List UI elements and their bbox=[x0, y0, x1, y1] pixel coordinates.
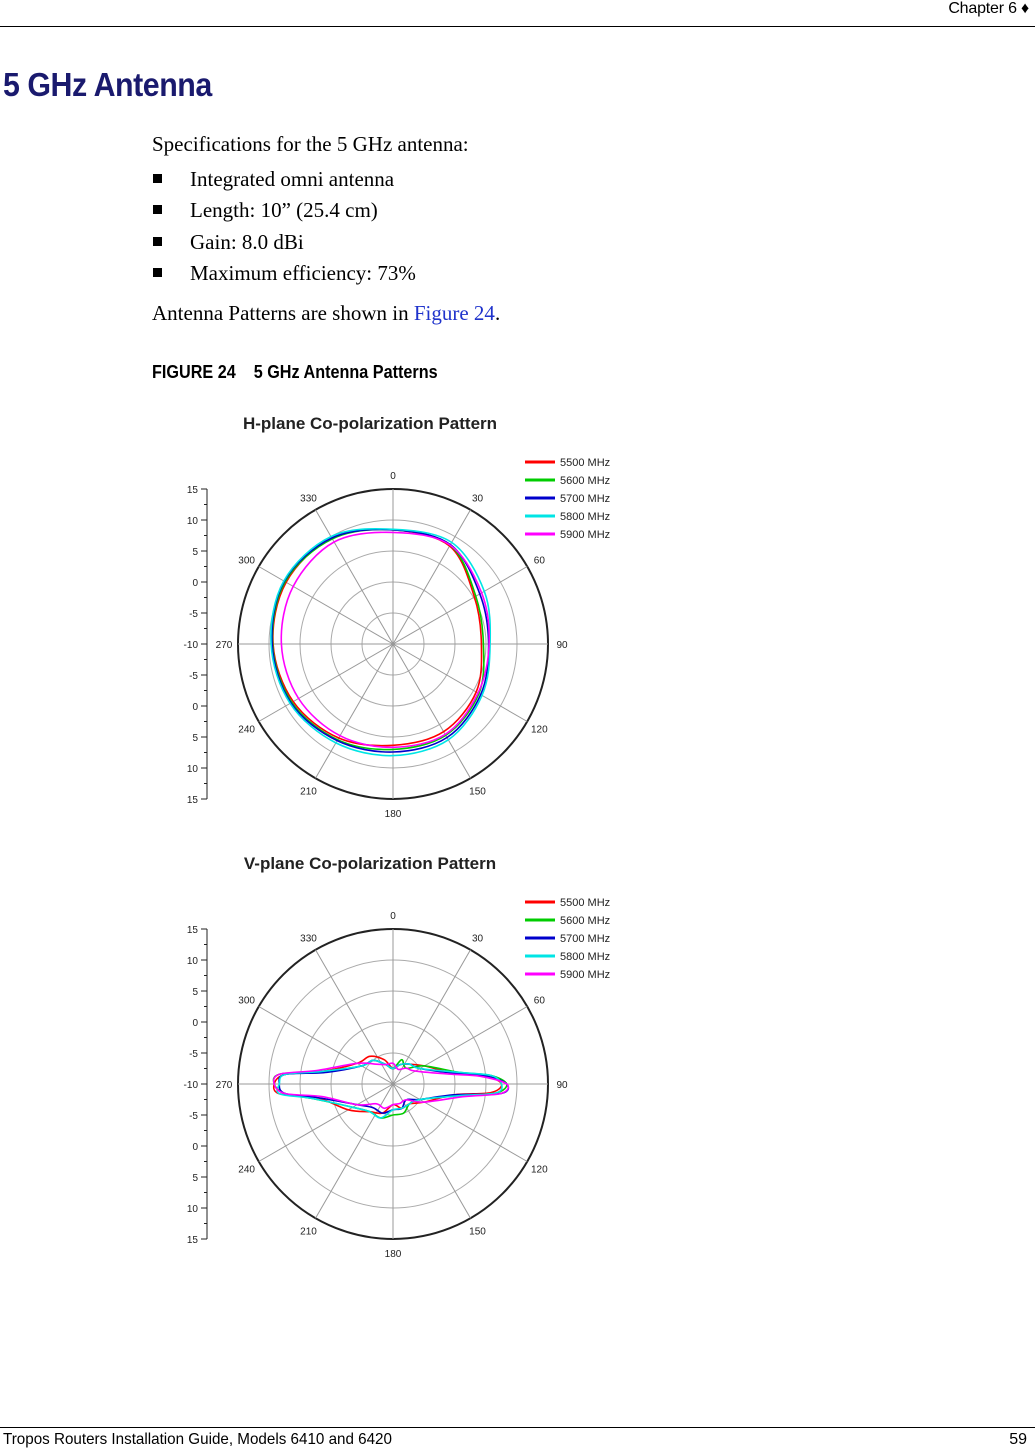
list-item bbox=[152, 166, 416, 197]
legend-label: 5600 MHz bbox=[560, 475, 611, 487]
grid-spoke bbox=[259, 567, 393, 645]
grid-spoke bbox=[393, 567, 527, 645]
figure-reference-paragraph bbox=[152, 301, 500, 326]
bullet-square-icon bbox=[153, 237, 162, 246]
angle-tick-label: 240 bbox=[238, 1164, 255, 1176]
section-title: 5 GHz Antenna bbox=[3, 66, 212, 103]
legend-label: 5600 MHz bbox=[560, 915, 611, 927]
spec-list bbox=[152, 166, 416, 291]
angle-tick-label: 270 bbox=[215, 640, 233, 651]
angle-tick-label: 0 bbox=[390, 471, 396, 482]
angle-tick-label: 330 bbox=[300, 493, 317, 505]
angle-tick-label: 210 bbox=[300, 1226, 317, 1238]
radial-axis-label: -10 bbox=[183, 640, 198, 651]
angle-tick-label: 60 bbox=[533, 995, 545, 1007]
angle-tick-label: 30 bbox=[471, 493, 484, 505]
radial-axis-label: -10 bbox=[183, 1080, 198, 1091]
angle-tick-label: 240 bbox=[238, 724, 255, 736]
chart-title: H-plane Co-polarization Pattern bbox=[242, 414, 498, 433]
radial-axis-label: 15 bbox=[186, 795, 198, 806]
list-item bbox=[152, 197, 416, 228]
radial-axis-label: -5 bbox=[189, 609, 198, 620]
v-plane-polar-chart bbox=[155, 848, 660, 1268]
grid-spoke bbox=[316, 644, 394, 778]
radial-axis-label: 5 bbox=[192, 1173, 198, 1184]
figure-link[interactable]: Figure 24 bbox=[413, 301, 495, 325]
radial-axis-label: 10 bbox=[186, 956, 198, 967]
radial-axis-label: 5 bbox=[192, 547, 198, 558]
radial-axis-label: 10 bbox=[186, 516, 198, 527]
grid-spoke bbox=[393, 644, 527, 722]
grid-spoke bbox=[393, 1084, 471, 1218]
radial-axis-label: 10 bbox=[186, 1204, 198, 1215]
bullet-square-icon bbox=[153, 205, 162, 214]
list-item bbox=[152, 260, 416, 291]
angle-tick-label: 90 bbox=[556, 1080, 568, 1091]
series-trace bbox=[273, 529, 482, 745]
angle-tick-label: 180 bbox=[384, 1249, 402, 1260]
angle-tick-label: 300 bbox=[238, 555, 255, 567]
angle-tick-label: 60 bbox=[533, 555, 545, 567]
spec-text: Integrated omni antenna bbox=[190, 167, 395, 191]
page-number: 59 bbox=[1009, 1431, 1027, 1448]
legend-label: 5800 MHz bbox=[560, 511, 611, 523]
spec-text: Gain: 8.0 dBi bbox=[190, 229, 304, 254]
angle-tick-label: 90 bbox=[556, 640, 568, 651]
list-item bbox=[152, 229, 416, 260]
angle-tick-label: 30 bbox=[471, 933, 484, 945]
series-trace bbox=[272, 529, 489, 752]
spec-text: Maximum efficiency: 73% bbox=[190, 260, 416, 285]
radial-axis-label: 10 bbox=[186, 764, 198, 775]
radial-axis-label: -5 bbox=[189, 671, 198, 682]
series-trace bbox=[271, 529, 490, 756]
chapter-label: Chapter 6 ♦ bbox=[948, 0, 1029, 17]
footer-guide-title: Tropos Routers Installation Guide, Models 6410 and 6420 bbox=[3, 1431, 392, 1448]
radial-axis-label: 15 bbox=[186, 1235, 198, 1246]
figure-caption bbox=[152, 362, 438, 383]
bullet-square-icon bbox=[153, 268, 162, 277]
radial-axis-label: 0 bbox=[192, 702, 198, 713]
angle-tick-label: 330 bbox=[300, 933, 317, 945]
page-header bbox=[0, 0, 1035, 27]
angle-tick-label: 210 bbox=[300, 786, 317, 798]
angle-tick-label: 120 bbox=[531, 724, 548, 736]
angle-tick-label: 150 bbox=[469, 1226, 486, 1238]
radial-axis-label: 15 bbox=[186, 925, 198, 936]
legend-label: 5700 MHz bbox=[560, 493, 611, 505]
radial-axis-label: 0 bbox=[192, 578, 198, 589]
radial-axis-label: 15 bbox=[186, 485, 198, 496]
angle-tick-label: 150 bbox=[469, 786, 486, 798]
angle-tick-label: 0 bbox=[390, 911, 396, 922]
radial-axis-label: 5 bbox=[192, 987, 198, 998]
h-plane-polar-chart bbox=[155, 408, 660, 828]
legend-label: 5700 MHz bbox=[560, 933, 611, 945]
reference-text: Antenna Patterns are shown in bbox=[152, 301, 414, 325]
bullet-square-icon bbox=[153, 174, 162, 183]
radial-axis-label: 0 bbox=[192, 1018, 198, 1029]
radial-axis-label: -5 bbox=[189, 1049, 198, 1060]
grid-spoke bbox=[393, 644, 471, 778]
angle-tick-label: 270 bbox=[215, 1080, 233, 1091]
legend-label: 5500 MHz bbox=[560, 897, 611, 909]
radial-axis-label: 5 bbox=[192, 733, 198, 744]
angle-tick-label: 120 bbox=[531, 1164, 548, 1176]
reference-suffix: . bbox=[494, 301, 501, 325]
angle-tick-label: 180 bbox=[384, 809, 402, 820]
intro-paragraph: Specifications for the 5 GHz antenna: bbox=[152, 132, 469, 156]
figure-number: FIGURE 24 bbox=[152, 362, 236, 382]
footer-rule bbox=[0, 1427, 1035, 1428]
legend-label: 5900 MHz bbox=[560, 529, 611, 541]
radial-axis-label: -5 bbox=[189, 1111, 198, 1122]
spec-text: Length: 10” (25.4 cm) bbox=[190, 198, 378, 223]
legend-label: 5800 MHz bbox=[560, 951, 611, 963]
series-trace bbox=[272, 530, 483, 750]
figure-title: 5 GHz Antenna Patterns bbox=[253, 362, 438, 382]
radial-axis-label: 0 bbox=[192, 1142, 198, 1153]
chart-title: V-plane Co-polarization Pattern bbox=[243, 854, 497, 873]
angle-tick-label: 300 bbox=[238, 995, 255, 1007]
legend-label: 5500 MHz bbox=[560, 457, 611, 469]
grid-spoke bbox=[259, 1084, 393, 1162]
legend-label: 5900 MHz bbox=[560, 969, 611, 981]
